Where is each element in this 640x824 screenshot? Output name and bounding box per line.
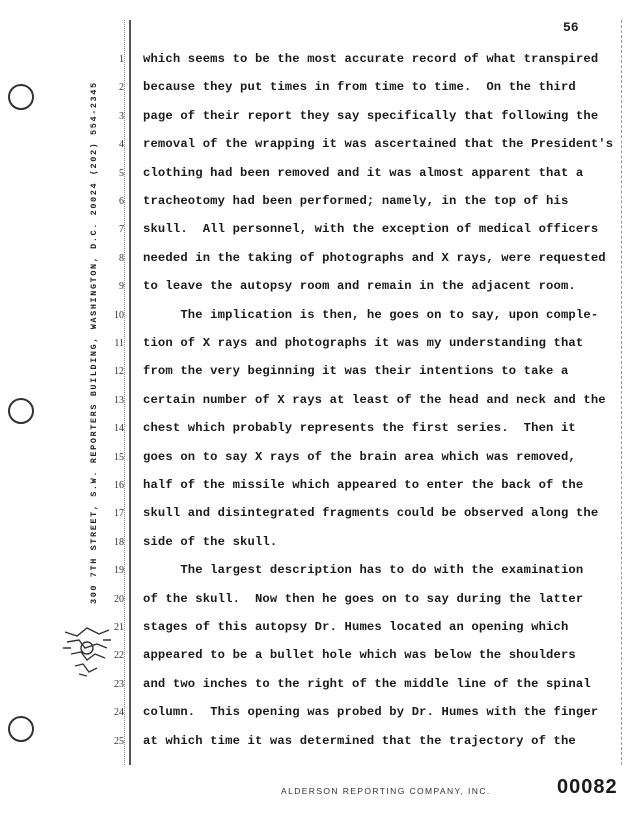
transcript-line: The largest description has to do with the examination — [143, 563, 584, 578]
line-number: 7 — [119, 224, 124, 236]
line-number: 17 — [114, 508, 124, 520]
bates-stamp: 00082 — [557, 776, 618, 798]
transcript-line: needed in the taking of photographs and X rays, were requested — [143, 250, 606, 265]
line-number: 12 — [114, 366, 124, 378]
binder-hole — [8, 716, 34, 742]
transcript-line: page of their report they say specifically that following the — [143, 108, 599, 123]
transcript-line: which seems to be the most accurate record of what transpired — [143, 52, 599, 66]
line-number: 16 — [114, 480, 124, 491]
line-number: 2 — [119, 82, 124, 94]
transcript-line: from the very beginning it was their intentions to take a — [143, 364, 569, 379]
transcript-line: removal of the wrapping it was ascertained that the President's — [143, 137, 614, 152]
line-number: 8 — [119, 252, 124, 264]
line-number: 15 — [114, 451, 124, 463]
line-number: 11 — [114, 338, 124, 349]
transcript-line: appeared to be a bullet hole which was below the shoulders — [143, 648, 576, 663]
line-number: 5 — [119, 167, 124, 179]
line-number: 1 — [119, 54, 124, 65]
line-number: 18 — [114, 536, 124, 548]
transcript-line: of the skull. Now then he goes on to say during the latter — [143, 591, 584, 606]
page-number: 56 — [563, 20, 579, 35]
binder-hole — [8, 84, 34, 110]
line-number: 23 — [114, 678, 124, 690]
binder-hole — [8, 398, 34, 424]
line-number: 20 — [114, 593, 124, 605]
transcript-line: clothing had been removed and it was almost apparent that a — [143, 165, 584, 180]
transcript-line: to leave the autopsy room and remain in the adjacent room. — [143, 279, 576, 294]
margin-rule — [129, 20, 131, 765]
transcript-line: at which time it was determined that the trajectory of the — [143, 733, 576, 748]
transcript-line: The implication is then, he goes on to say, upon comple- — [143, 307, 599, 322]
line-number: 6 — [119, 196, 124, 207]
transcript-line: certain number of X rays at least of the head and neck and the — [143, 392, 606, 407]
line-number: 14 — [114, 423, 124, 435]
right-margin-rule — [621, 20, 622, 765]
transcript-line: chest which probably represents the first series. Then it — [143, 421, 576, 436]
transcript-line: goes on to say X rays of the brain area which was removed, — [143, 449, 576, 464]
transcript-line: tion of X rays and photographs it was my understanding that — [143, 336, 584, 350]
line-number: 19 — [114, 565, 124, 577]
line-number: 10 — [114, 309, 124, 321]
line-number: 21 — [114, 622, 124, 633]
side-address: 300 7TH STREET, S.W. REPORTERS BUILDING, WASHINGTON, D.C. 20024 (202) 554-2345 — [89, 81, 99, 604]
transcript-line: half of the missile which appeared to enter the back of the — [143, 478, 584, 492]
line-number: 3 — [119, 110, 124, 122]
transcript-line: side of the skull. — [143, 534, 278, 549]
transcript-line: and two inches to the right of the middle line of the spinal — [143, 676, 591, 691]
footer-company: ALDERSON REPORTING COMPANY, INC. — [281, 786, 491, 796]
line-number: 13 — [114, 394, 124, 406]
transcript-line: stages of this autopsy Dr. Humes located an opening which — [143, 620, 569, 634]
line-number: 9 — [119, 281, 124, 293]
margin-rule-dotted — [124, 20, 125, 765]
transcript-line: tracheotomy had been performed; namely, in the top of his — [143, 194, 569, 208]
transcript-line: because they put times in from time to time. On the third — [143, 80, 576, 95]
line-number: 22 — [114, 650, 124, 662]
transcript-line: skull. All personnel, with the exception of medical officers — [143, 222, 599, 237]
line-number: 4 — [119, 139, 124, 151]
transcript-line: skull and disintegrated fragments could be observed along the — [143, 506, 599, 521]
line-number: 25 — [114, 735, 124, 747]
line-number: 24 — [114, 707, 124, 719]
transcript-line: column. This opening was probed by Dr. Humes with the finger — [143, 705, 599, 720]
